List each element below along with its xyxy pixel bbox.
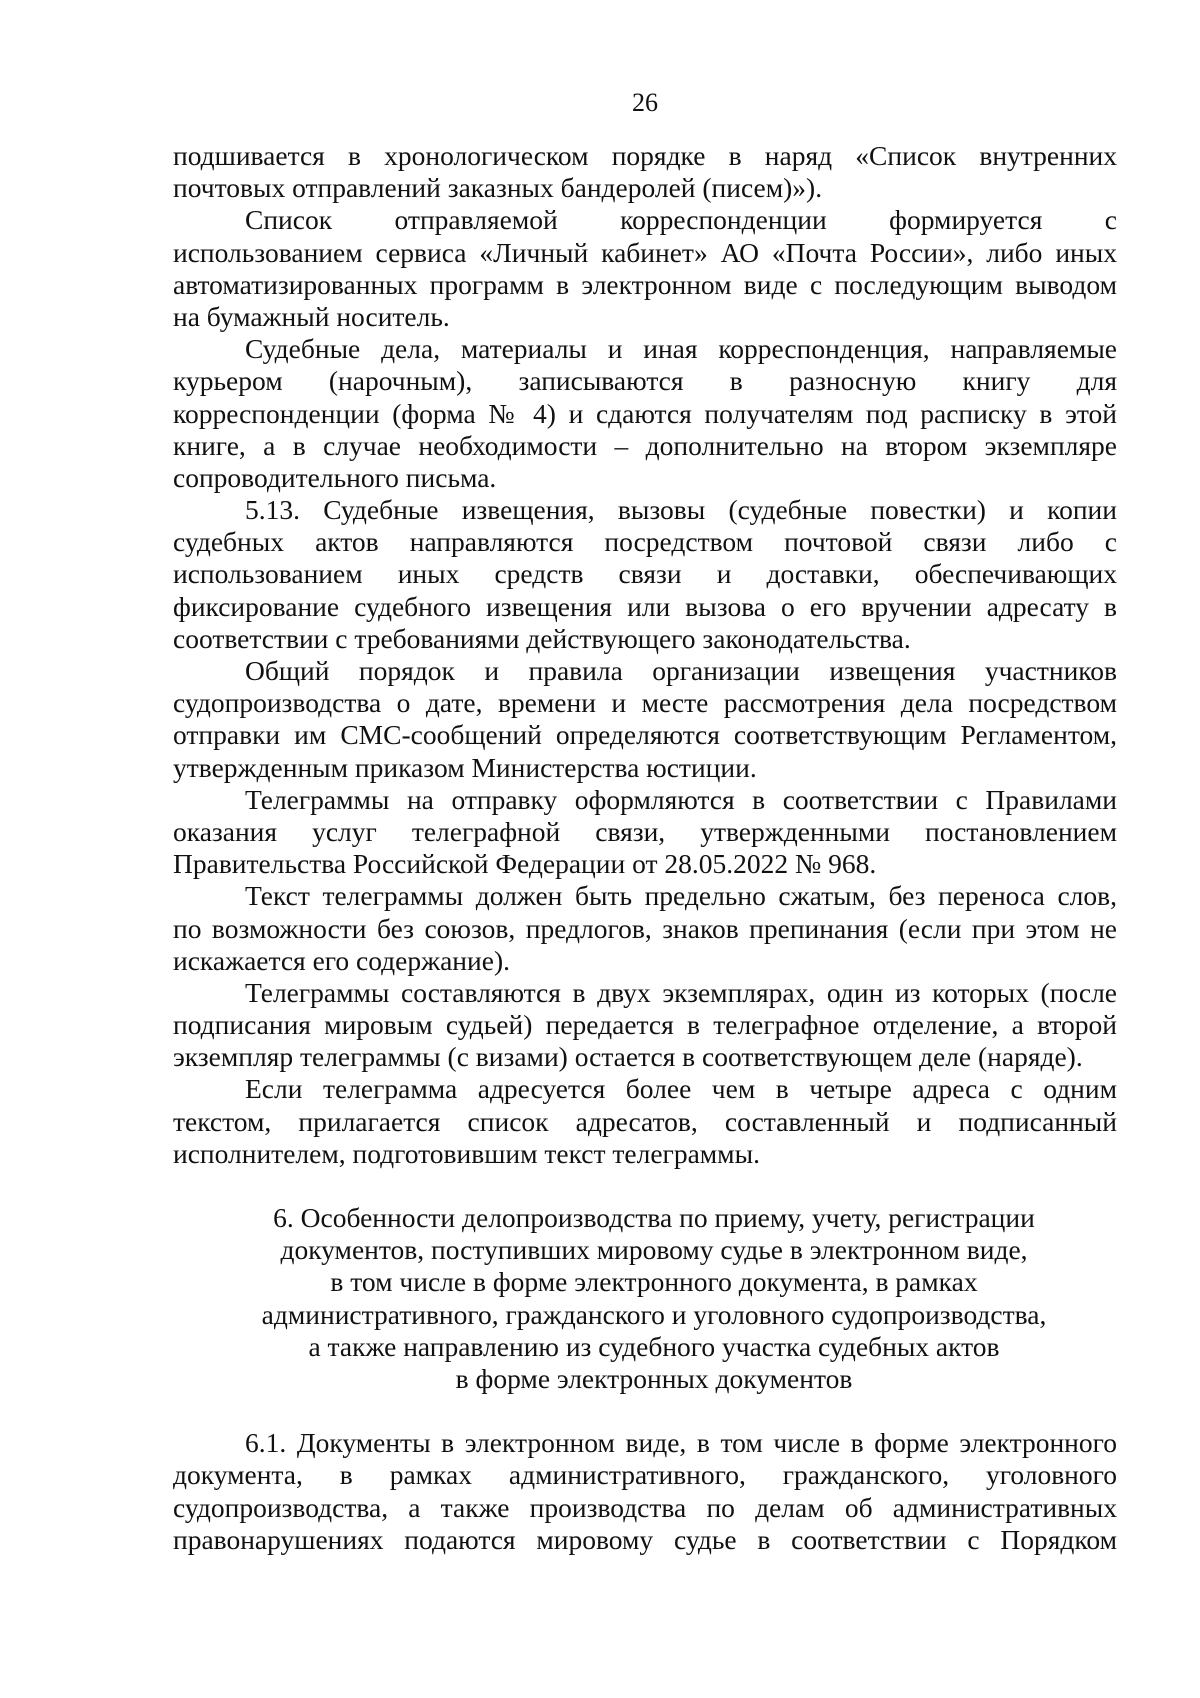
paragraph (173, 333, 1117, 494)
text-line: фиксирование судебного извещения или вызова о его вручении адресату в (173, 590, 1117, 622)
text-line: подписания мировым судьей) передается в телеграфное отделение, а второй (173, 1009, 1117, 1041)
paragraph (173, 655, 1117, 784)
text-line: Текст телеграммы должен быть предельно сжатым, без переноса слов, (245, 880, 1117, 912)
section-heading (173, 1202, 1117, 1395)
paragraphs-after-heading (173, 1427, 1117, 1556)
text-line: утвержденным приказом Министерства юстиции. (173, 751, 757, 783)
paragraph (173, 140, 1117, 204)
heading-line: административного, гражданского и уголовного судопроизводства, (261, 1298, 1047, 1330)
text-line: текстом, прилагается список адресатов, составленный и подписанный (173, 1105, 1117, 1137)
text-line: судопроизводства о дате, времени и месте рассмотрения дела посредством (173, 687, 1117, 719)
paragraph (173, 494, 1117, 655)
text-line: корреспонденции (форма № 4) и сдаются получателям под расписку в этой (173, 397, 1117, 429)
paragraph (173, 880, 1117, 977)
text-line: подшивается в хронологическом порядке в наряд «Список внутренних (173, 140, 1117, 171)
text-line: Телеграммы составляются в двух экземплярах, один из которых (после (245, 976, 1117, 1008)
text-line: автоматизированных программ в электронном виде с последующим выводом (173, 268, 1117, 300)
text-line: соответствии с требованиями действующего законодательства. (173, 622, 911, 654)
heading-line: в том числе в форме электронного документа, в рамках (330, 1266, 978, 1298)
text-line: сопроводительного письма. (173, 461, 497, 493)
text-line: отправки им СМС-сообщений определяются соответствующим Регламентом, (173, 719, 1117, 751)
spacer (173, 1170, 1117, 1202)
document-body (173, 140, 1117, 1556)
text-line: Список отправляемой корреспонденции формируется с (245, 204, 1117, 236)
paragraph (173, 1427, 1117, 1556)
text-line: Правительства Российской Федерации от 28.05.2022 № 968. (173, 848, 877, 880)
text-line: Общий порядок и правила организации извещения участников (245, 655, 1117, 686)
text-line: искажается его содержание). (173, 944, 510, 976)
text-line: исполнителем, подготовившим текст телеграммы. (173, 1137, 760, 1169)
paragraph (173, 784, 1117, 881)
text-line: судебных актов направляются посредством почтовой связи либо с (173, 526, 1117, 558)
heading-line: 6. Особенности делопроизводства по приему, учету, регистрации (273, 1202, 1035, 1233)
heading-line: а также направлению из судебного участка судебных актов (308, 1330, 1000, 1362)
text-line: Судебные дела, материалы и иная корреспонденция, направляемые (245, 333, 1117, 365)
text-line: на бумажный носитель. (173, 300, 450, 332)
spacer (173, 1395, 1117, 1427)
text-line: 6.1. Документы в электронном виде, в том числе в форме электронного (245, 1427, 1117, 1459)
text-line: 5.13. Судебные извещения, вызовы (судебные повестки) и копии (245, 494, 1117, 526)
heading-line: в форме электронных документов (455, 1362, 853, 1394)
text-line: почтовых отправлений заказных бандеролей (писем)»). (173, 172, 823, 204)
paragraph (173, 1073, 1117, 1170)
paragraph (173, 204, 1117, 333)
page-number: 26 (632, 88, 658, 117)
text-line: использованием сервиса «Личный кабинет» АО «Почта России», либо иных (173, 236, 1117, 268)
paragraph (173, 977, 1117, 1074)
text-line: курьером (нарочным), записываются в разносную книгу для (173, 365, 1117, 397)
text-line: экземпляр телеграммы (с визами) остается в соответствующем деле (наряде). (173, 1041, 1083, 1073)
text-line: судопроизводства, а также производства по делам об административных (173, 1491, 1117, 1523)
text-line: документа, в рамках административного, гражданского, уголовного (173, 1459, 1117, 1491)
text-line: Телеграммы на отправку оформляются в соответствии с Правилами (245, 783, 1117, 815)
text-line: по возможности без союзов, предлогов, знаков препинания (если при этом не (173, 912, 1117, 944)
text-line: книге, а в случае необходимости – дополнительно на втором экземпляре (173, 429, 1117, 461)
heading-line: документов, поступивших мировому судье в электронном виде, (280, 1234, 1028, 1266)
text-line: оказания услуг телеграфной связи, утвержденными постановлением (173, 815, 1117, 847)
text-line: Если телеграмма адресуется более чем в четыре адреса с одним (245, 1073, 1117, 1105)
text-line: использованием иных средств связи и доставки, обеспечивающих (173, 558, 1117, 590)
text-line: правонарушениях подаются мировому судье в соответствии с Порядком (173, 1523, 1117, 1555)
paragraphs-before-heading (173, 140, 1117, 1170)
